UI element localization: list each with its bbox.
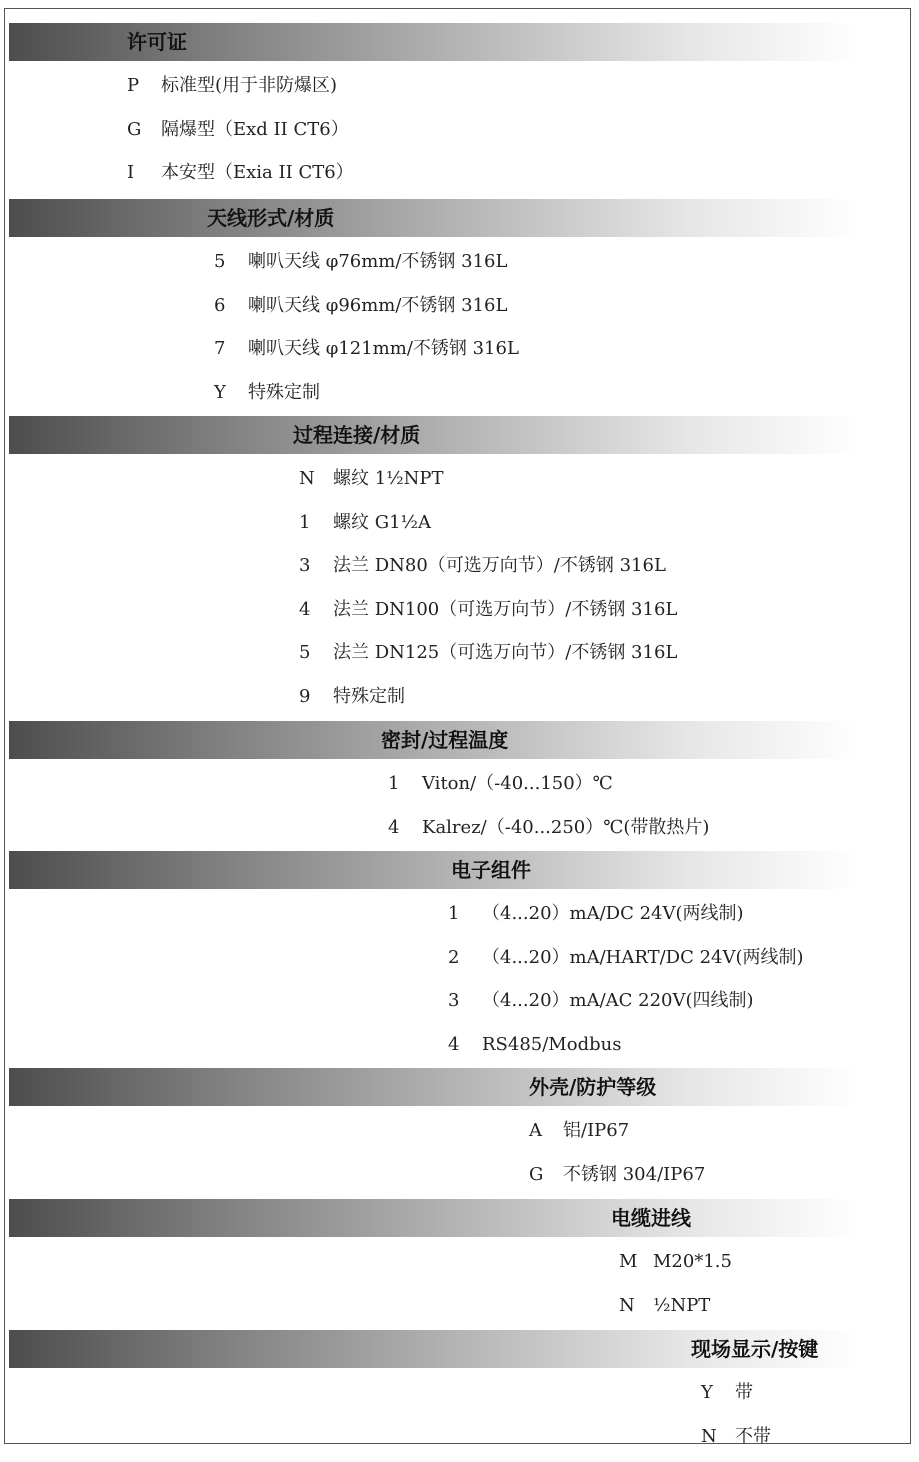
section-header-6 — [9, 1068, 859, 1106]
option-code: 3 — [299, 555, 311, 576]
section-header-5 — [9, 851, 859, 889]
option-row — [619, 1292, 710, 1320]
option-text: 本安型（Exia II CT6） — [161, 162, 354, 183]
option-code: N — [701, 1425, 717, 1447]
option-row — [127, 159, 354, 187]
option-code: M — [619, 1251, 638, 1272]
option-row — [448, 900, 744, 928]
selection-table — [4, 8, 911, 1447]
option-row — [388, 770, 613, 798]
section-title: 电子组件 — [451, 858, 531, 882]
option-code: 2 — [448, 946, 460, 968]
option-code: N — [299, 468, 315, 489]
option-text: （4...20）mA/DC 24V(两线制) — [482, 903, 744, 924]
option-text: 不带 — [735, 1425, 771, 1447]
section-title: 天线形式/材质 — [207, 206, 335, 230]
option-row — [214, 248, 507, 276]
option-row — [388, 814, 709, 842]
option-row — [529, 1117, 629, 1145]
option-code: G — [529, 1163, 544, 1185]
section-title: 密封/过程温度 — [381, 728, 509, 752]
option-text: 法兰 DN125（可选万向节）/不锈钢 316L — [333, 642, 678, 663]
option-row — [127, 116, 349, 144]
option-code: 9 — [299, 685, 311, 707]
option-row — [214, 292, 507, 320]
section-title: 许可证 — [127, 30, 187, 54]
section-title: 过程连接/材质 — [293, 423, 421, 447]
option-code: 7 — [214, 338, 226, 359]
option-code: 4 — [388, 816, 400, 838]
option-row — [448, 944, 804, 972]
option-row — [701, 1379, 753, 1407]
option-code: 3 — [448, 990, 460, 1011]
option-code: I — [127, 162, 135, 183]
option-text: 喇叭天线 φ76mm/不锈钢 316L — [248, 251, 508, 272]
option-row — [448, 987, 754, 1015]
option-text: 法兰 DN80（可选万向节）/不锈钢 316L — [333, 555, 666, 576]
option-code: 5 — [299, 642, 311, 663]
option-text: M20*1.5 — [653, 1251, 732, 1272]
option-code: 5 — [214, 251, 226, 272]
option-text: 不锈钢 304/IP67 — [563, 1163, 706, 1185]
option-row — [619, 1248, 732, 1276]
option-row — [701, 1423, 771, 1451]
option-text: RS485/Modbus — [482, 1033, 622, 1055]
option-code: 4 — [299, 598, 311, 620]
option-code: A — [529, 1120, 542, 1141]
section-title: 现场显示/按键 — [691, 1337, 819, 1361]
option-code: 6 — [214, 294, 226, 316]
section-title: 电缆进线 — [611, 1206, 691, 1230]
section-header-7 — [9, 1199, 859, 1237]
option-text: 喇叭天线 φ121mm/不锈钢 316L — [248, 338, 519, 359]
option-row — [299, 639, 677, 667]
option-text: 特殊定制 — [248, 381, 320, 403]
section-header-3 — [9, 416, 859, 454]
option-code: 4 — [448, 1033, 460, 1055]
option-text: ½NPT — [653, 1294, 711, 1316]
option-code: Y — [701, 1382, 713, 1403]
option-text: （4...20）mA/AC 220V(四线制) — [482, 990, 754, 1011]
option-code: P — [127, 75, 140, 96]
option-text: Viton/（-40...150）℃ — [422, 773, 613, 794]
section-header-2 — [9, 199, 859, 237]
option-text: 螺纹 G1½A — [333, 511, 431, 533]
option-text: 带 — [735, 1382, 753, 1403]
option-row — [214, 335, 519, 363]
option-code: 1 — [388, 773, 400, 794]
option-text: 螺纹 1½NPT — [333, 468, 444, 489]
option-text: 标准型(用于非防爆区) — [161, 75, 338, 96]
option-row — [448, 1031, 621, 1059]
option-row — [299, 596, 677, 624]
option-row — [299, 465, 444, 493]
option-row — [299, 683, 405, 711]
option-code: G — [127, 118, 142, 140]
option-code: 1 — [448, 903, 460, 924]
option-row — [127, 72, 337, 100]
section-title: 外壳/防护等级 — [529, 1075, 657, 1099]
option-text: 喇叭天线 φ96mm/不锈钢 316L — [248, 294, 508, 316]
option-text: 隔爆型（Exd II CT6） — [161, 118, 349, 140]
option-row — [529, 1161, 705, 1189]
option-row — [214, 379, 320, 407]
option-row — [299, 509, 431, 537]
option-code: N — [619, 1294, 635, 1316]
option-text: 铝/IP67 — [563, 1120, 630, 1141]
option-text: 法兰 DN100（可选万向节）/不锈钢 316L — [333, 598, 678, 620]
option-code: Y — [214, 381, 226, 403]
option-text: （4...20）mA/HART/DC 24V(两线制) — [482, 946, 804, 968]
option-code: 1 — [299, 511, 311, 533]
option-text: Kalrez/（-40...250）℃(带散热片) — [422, 816, 710, 838]
option-row — [299, 552, 666, 580]
option-text: 特殊定制 — [333, 685, 405, 707]
